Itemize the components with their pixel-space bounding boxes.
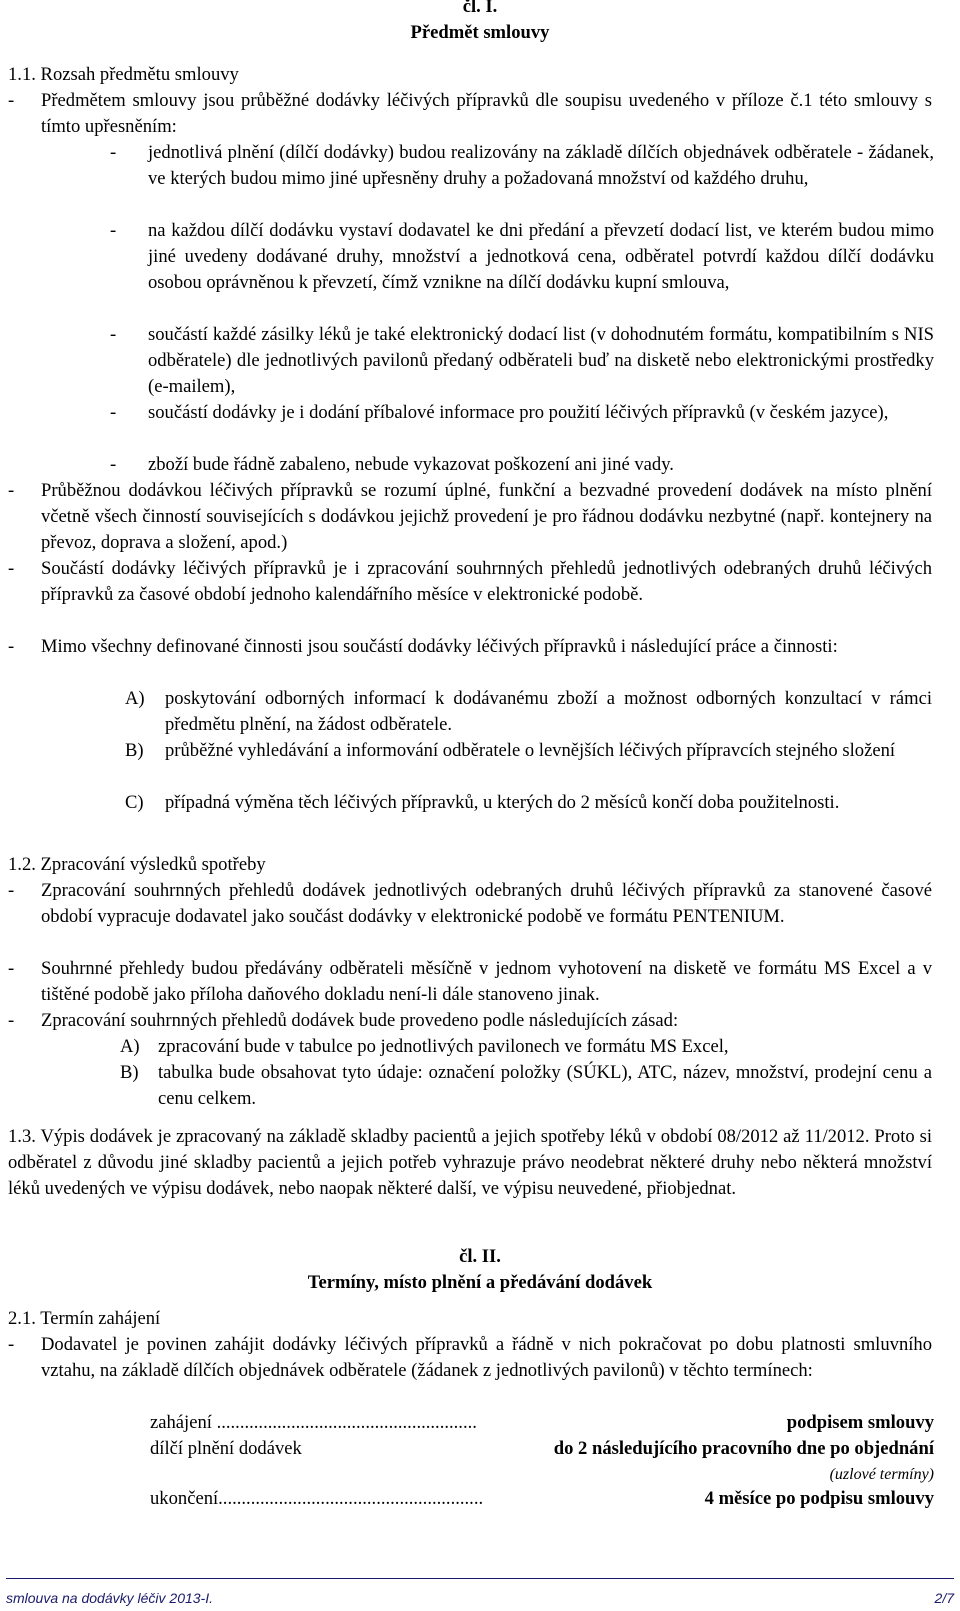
term-partial-row: dílčí plnění dodávek do 2 následujícího pracovního dne po objednání	[150, 1438, 934, 1459]
section-1-1-heading: 1.1. Rozsah předmětu smlouvy	[8, 64, 239, 85]
article-1-number: čl. I.	[462, 0, 498, 17]
section-1-2-heading: 1.2. Zpracování výsledků spotřeby	[8, 854, 266, 875]
term-end-row: ukončení......................................................... 4 měsíce po podpisu smlouvy	[150, 1488, 934, 1509]
section-2-1-heading: 2.1. Termín zahájení	[8, 1308, 161, 1329]
section-1-3-paragraph: 1.3. Výpis dodávek je zpracovaný na základě skladby pacientů a jejich spotřeby léků v období 08/2012 až 11/2012. Proto si odběratel z důvodu jiné skladby pacientů a jejich potřeb vyhrazuje právo neodebrat některé druhy nebo některá množství léků uvedených ve výpisu dodávek, nebo naopak některé další, ve výpisu neuvedené, přiobjednat.	[8, 1126, 932, 1199]
article-1-title: Předmět smlouvy	[410, 22, 550, 43]
article-2-number: čl. II.	[459, 1246, 501, 1267]
article-2-title: Termíny, místo plnění a předávání dodávek	[307, 1272, 653, 1293]
page-footer	[6, 1578, 954, 1606]
footer-page-number: 2/7	[934, 1590, 954, 1606]
document-page: čl. I. Předmět smlouvy 1.1. Rozsah předmětu smlouvy - Předmětem smlouvy jsou průběžné dodávky léčivých přípravků dle soupisu uvedeného v příloze č.1 této smlouvy s tímto upřesněním: - jednotlivá plnění (dílčí dodávky) budou realizovány na základě dílčích objednávek odběratele - žádanek, ve kterých budou mimo jiné upřesněny druhy a požadovaná množství od každého druhu, - na každou dílčí dodávku vystaví dodavatel ke dni předání a převzetí dodací list, ve kterém budou mimo jiné uvedeny dodávané druhy, množství a jednotková cena, odběratel potvrdí každou dílčí dodávku osobou oprávněnou k převzetí, čímž vznikne na dílčí dodávku kupní smlouva, - součástí každé zásilky léků je také elektronický dodací list (v dohodnutém formátu, kompatibilním s NIS odběratele) dle jednotlivých pavilonů předaný odběrateli buď na disketě nebo elektronickými prostředky (e-mailem), - součástí dodávky je i dodání příbalové informace pro použití léčivých přípravků (v českém jazyce), - zboží bude řádně zabaleno, nebude vykazovat poškození ani jiné vady. - Průběžnou dodávkou léčivých přípravků se rozumí úplné, funkční a bezvadné provedení dodávek na místo plnění včetně všech činností souvisejících s dodávkou jejichž provedení je pro řádnou dodávku nezbytné (např. kontejnery na převoz, doprava a složení, apod.) - Součástí dodávky léčivých přípravků je i zpracování souhrnných přehledů jednotlivých odebraných druhů léčivých přípravků za časové období jednoho kalendářního měsíce v elektronické podobě. - Mimo všechny definované činnosti jsou součástí dodávky léčivých přípravků i následující práce a činnosti: A) poskytování odborných informací k dodávanému zboží a možnost odborných konzultací v rámci předmětu plnění, na žádost odběratele. B) průběžné vyhledávání a informování odběratele o levnějších léčivých přípravcích stejného složení C) případná výměna těch léčivých přípravků, u kterých do 2 měsíců končí doba použitelnosti. 1.2. Zpracování výsledků spotřeby - Zpracování souhrnných přehledů dodávek jednotlivých odebraných druhů léčivých přípravků za stanovené časové období vypracuje dodavatel jako součást dodávky v elektronické podobě ve formátu PENTENIUM. - Souhrnné přehledy budou předávány odběrateli měsíčně v jednom vyhotovení na disketě ve formátu MS Excel a v tištěné podobě jako příloha daňového dokladu není-li dále stanoveno jinak. - Zpracování souhrnných přehledů dodávek bude provedeno podle následujících zásad: A) zpracování bude v tabulce po jednotlivých pavilonech ve formátu MS Excel, B) tabulka bude obsahovat tyto údaje: označení položky (SÚKL), ATC, název, množství, prodejní cenu a cenu celkem. 1.3. Výpis dodávek je zpracovaný na základě skladby pacientů a jejich spotřeby léků v období 08/2012 až 11/2012. Proto si odběratel z důvodu jiné skladby pacientů a jejich potřeb vyhrazuje právo neodebrat některé druhy nebo některá množství léků uvedených ve výpisu dodávek, nebo naopak některé další, ve výpisu neuvedené, přiobjednat. čl. II. Termíny, místo plnění a předávání dodávek 2.1. Termín zahájení - Dodavatel je povinen zahájit dodávky léčivých přípravků a řádně v nich pokračovat po dobu platnosti smluvního vztahu, na základě dílčích objednávek odběratele (žádanek z jednotlivých pavilonů) v těchto termínech: zahájení ........................................................ podpisem smlouvy dílčí plnění dodávek do 2 následujícího pracovního dne po objednání (uzlové termíny) ukončení......................................................... 4 měsíce po podpisu smlouvy smlouva na dodávky léčiv 2013-I. 2/7	[0, 0, 960, 1609]
term-note-row: (uzlové termíny)	[829, 1466, 934, 1483]
term-start-row: zahájení ........................................................ podpisem smlouvy	[150, 1412, 934, 1433]
footer-document-name: smlouva na dodávky léčiv 2013-I.	[6, 1590, 213, 1606]
